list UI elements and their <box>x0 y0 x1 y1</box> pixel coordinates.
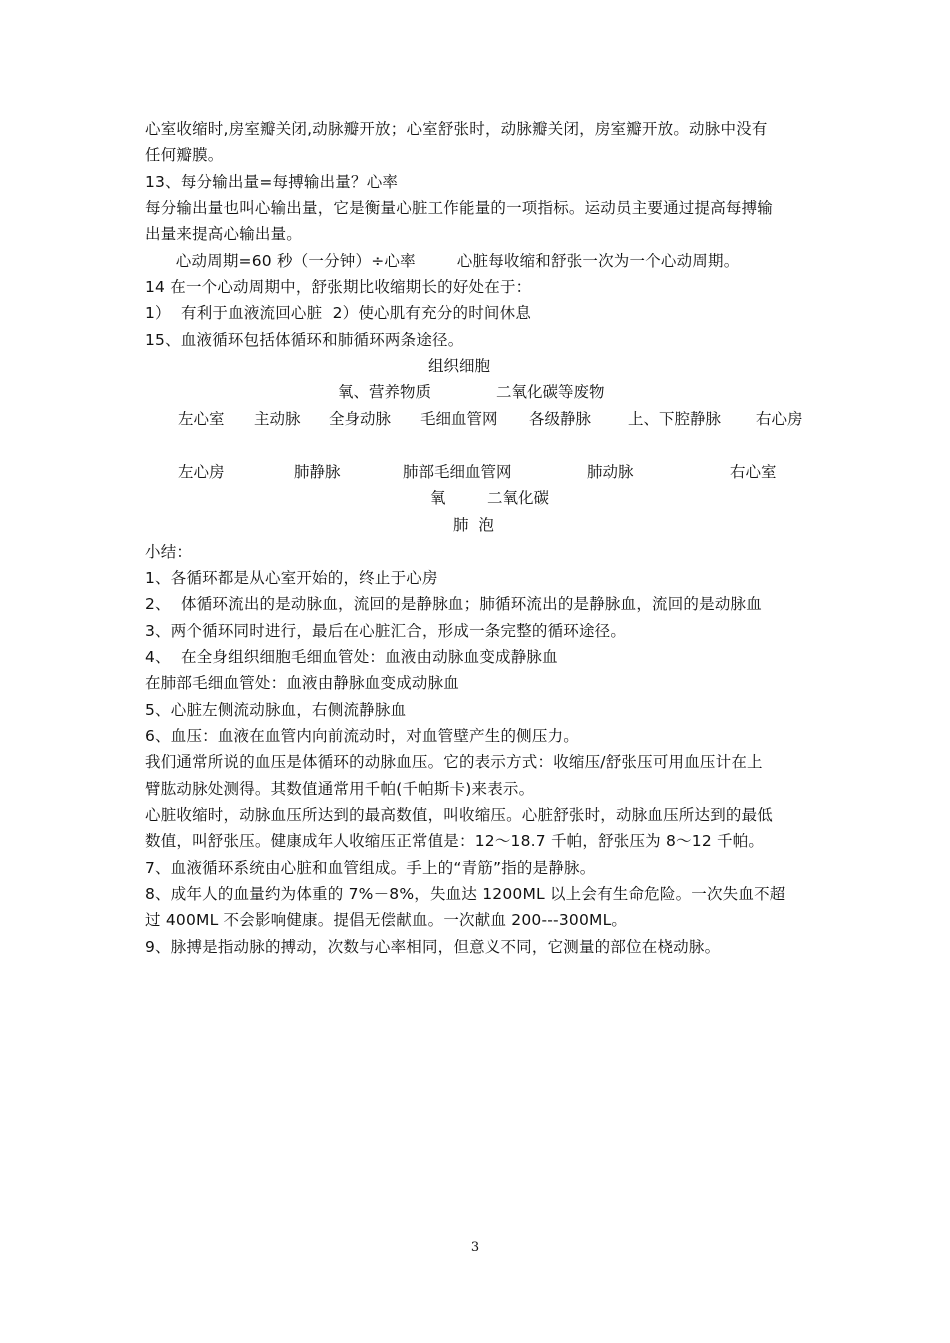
systemic-node: 左心室 <box>178 410 225 428</box>
diagram-co2-waste: 二氧化碳等废物 <box>496 383 605 401</box>
text-line: 心脏收缩时，动脉血压所达到的最高数值，叫收缩压。心脏舒张时，动脉血压所达到的最低 <box>145 806 774 824</box>
text-line: 任何瓣膜。 <box>145 146 224 164</box>
text-line: 2、 体循环流出的是动脉血，流回的是静脉血；肺循环流出的是静脉血，流回的是动脉血 <box>145 595 762 613</box>
text-line: 4、 在全身组织细胞毛细血管处：血液由动脉血变成静脉血 <box>145 648 558 666</box>
pulmonary-node: 右心室 <box>730 463 777 481</box>
text-line: 过 400ML 不会影响健康。提倡无偿献血。一次献血 200---300ML。 <box>145 911 628 929</box>
diagram-tissue-cells: 组织细胞 <box>428 357 491 375</box>
text-line: 我们通常所说的血压是体循环的动脉血压。它的表示方式：收缩压/舒张压可用血压计在上 <box>145 753 763 771</box>
text-line: 15、血液循环包括体循环和肺循环两条途径。 <box>145 331 464 349</box>
text-line: 14 在一个心动周期中，舒张期比收缩期长的好处在于： <box>145 278 532 296</box>
pulmonary-node: 肺静脉 <box>294 463 341 481</box>
pulmonary-node: 肺部毛细血管网 <box>403 463 512 481</box>
text-line: 6、血压：血液在血管内向前流动时，对血管壁产生的侧压力。 <box>145 727 579 745</box>
text-line: 8、成年人的血量约为体重的 7%－8%，失血达 1200ML 以上会有生命危险。一次失血不超 <box>145 885 786 903</box>
text-line: 出量来提高心输出量。 <box>145 225 303 243</box>
pulmonary-node: 左心房 <box>178 463 225 481</box>
diagram-co2: 二氧化碳 <box>487 489 550 507</box>
text-line: 5、心脏左侧流动脉血，右侧流静脉血 <box>145 701 407 719</box>
pulmonary-node: 肺动脉 <box>587 463 634 481</box>
text-line: 心动周期=60 秒（一分钟）÷心率 心脏每收缩和舒张一次为一个心动周期。 <box>145 252 740 270</box>
diagram-oxygen-nutrients: 氧、营养物质 <box>338 383 432 401</box>
text-line: 1、各循环都是从心室开始的，终止于心房 <box>145 569 438 587</box>
systemic-node: 右心房 <box>756 410 803 428</box>
text-line: 1） 有利于血液流回心脏 2）使心肌有充分的时间休息 <box>145 304 532 322</box>
diagram-oxygen: 氧 <box>430 489 446 507</box>
systemic-node: 各级静脉 <box>529 410 592 428</box>
systemic-node: 毛细血管网 <box>420 410 498 428</box>
page-number: 3 <box>470 1240 480 1255</box>
text-line: 3、两个循环同时进行，最后在心脏汇合，形成一条完整的循环途径。 <box>145 622 627 640</box>
text-line: 心室收缩时,房室瓣关闭,动脉瓣开放；心室舒张时，动脉瓣关闭，房室瓣开放。动脉中没有 <box>145 120 768 138</box>
summary-heading: 小结： <box>145 543 193 561</box>
text-line: 臂肱动脉处测得。其数值通常用千帕(千帕斯卡)来表示。 <box>145 780 535 798</box>
text-line: 数值，叫舒张压。健康成年人收缩压正常值是：12～18.7 千帕，舒张压为 8～12 千帕。 <box>145 832 765 850</box>
systemic-node: 全身动脉 <box>329 410 392 428</box>
text-line: 在肺部毛细血管处：血液由静脉血变成动脉血 <box>145 674 460 692</box>
systemic-node: 上、下腔静脉 <box>628 410 722 428</box>
systemic-node: 主动脉 <box>254 410 301 428</box>
text-line: 每分输出量也叫心输出量，它是衡量心脏工作能量的一项指标。运动员主要通过提高每搏输 <box>145 199 774 217</box>
diagram-alveoli: 肺 泡 <box>453 516 494 534</box>
text-line: 13、每分输出量=每搏输出量？心率 <box>145 173 399 191</box>
text-line: 7、血液循环系统由心脏和血管组成。手上的“青筋”指的是静脉。 <box>145 859 596 877</box>
text-line: 9、脉搏是指动脉的搏动，次数与心率相同，但意义不同，它测量的部位在桡动脉。 <box>145 938 721 956</box>
